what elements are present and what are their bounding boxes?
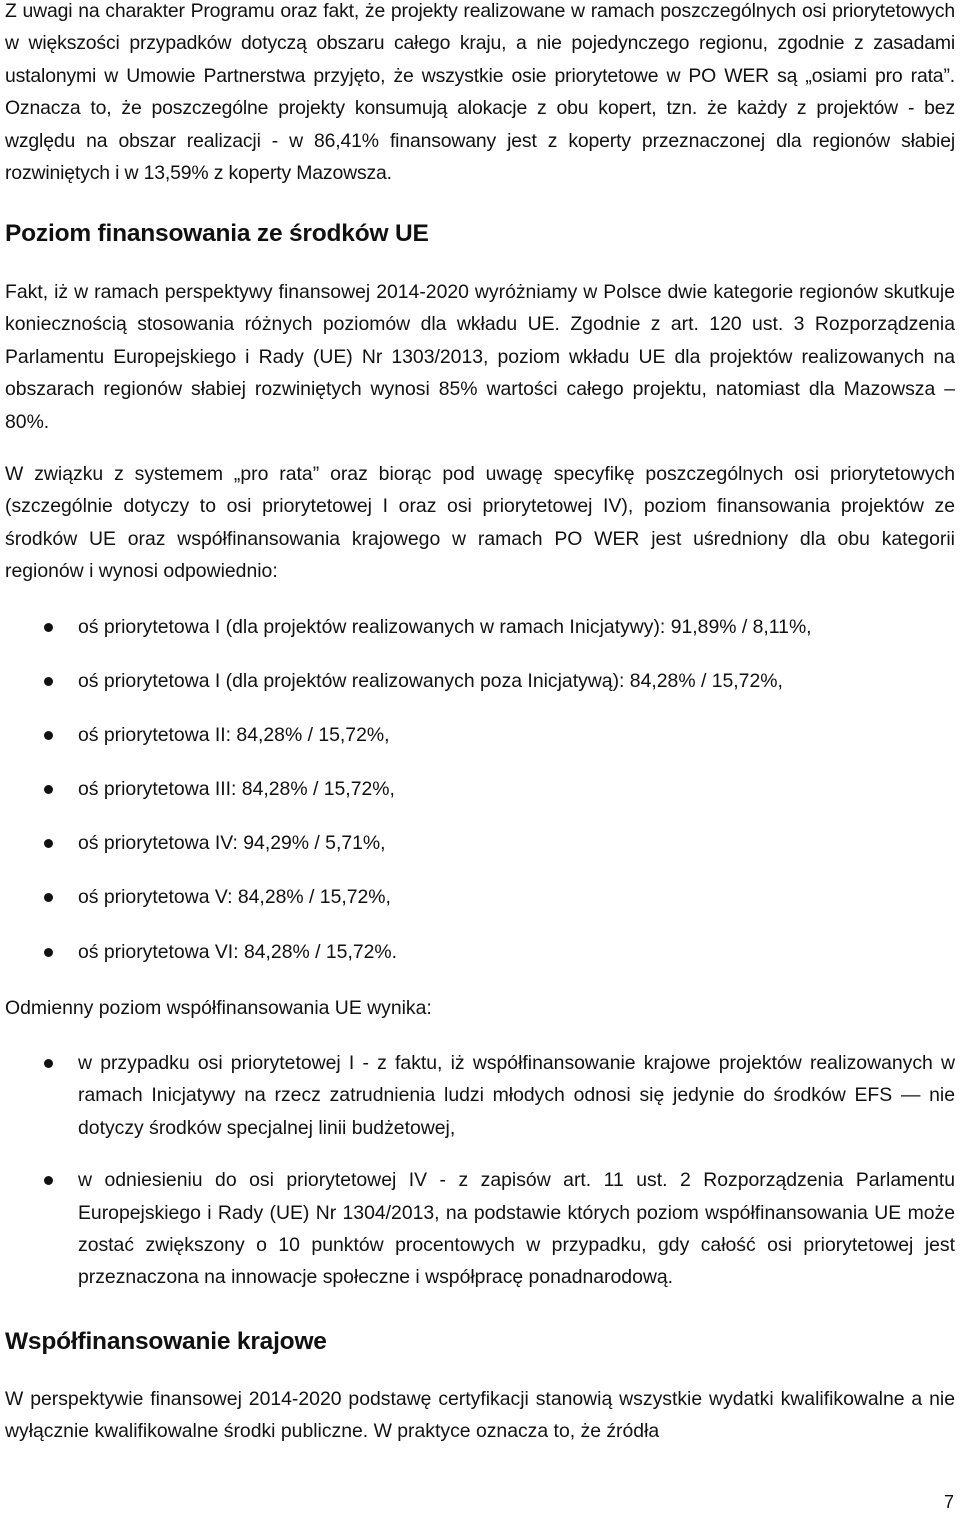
- section-heading-national-cofinancing: Współfinansowanie krajowe: [5, 1328, 327, 1355]
- bullet-icon: [44, 839, 53, 848]
- paragraph-text: Odmienny poziom współfinansowania UE wynika:: [5, 997, 432, 1019]
- list-item: [5, 665, 955, 697]
- bullet-icon: [44, 731, 53, 740]
- different-cofinancing-list: [5, 1047, 955, 1294]
- list-item: [5, 1164, 955, 1294]
- paragraph-text: Fakt, iż w ramach perspektywy finansowej 2014-2020 wyróżniamy w Polsce dwie kategorie regionów skutkuje koniecznością stosowania różnych poziomów dla wkładu UE. Zgodnie z art. 120 ust. 3 Rozporządzenia Parlamentu Europejskiego i Rady (UE) Nr 1303/2013, poziom wkładu UE dla projektów realizowanych na obszarach regionów słabiej rozwiniętych wynosi 85% wartości całego projektu, natomiast dla Mazowsza – 80%.: [5, 281, 955, 433]
- bullet-icon: [44, 785, 53, 794]
- page-number: 7: [943, 1492, 954, 1512]
- paragraph-text: W perspektywie finansowej 2014-2020 podstawę certyfikacji stanowią wszystkie wydatki kwalifikowalne a nie wyłącznie kwalifikowalne środki publiczne. W praktyce oznacza to, że źródła: [5, 1388, 955, 1443]
- list-item-text: oś priorytetowa III: 84,28% / 15,72%,: [78, 778, 395, 801]
- list-item: [5, 611, 955, 643]
- bullet-icon: [44, 893, 53, 902]
- paragraph-text: W związku z systemem „pro rata” oraz biorąc pod uwagę specyfikę poszczególnych osi priorytetowych (szczególnie dotyczy to osi priorytetowej I oraz osi priorytetowej IV), poziom finansowania projektów ze środków UE oraz współfinansowania krajowego w ramach PO WER jest uśredniony dla obu kategorii regionów i wynosi odpowiednio:: [5, 463, 955, 583]
- list-item-text: oś priorytetowa II: 84,28% / 15,72%,: [78, 724, 390, 747]
- different-cofinancing-intro: [5, 992, 955, 1024]
- bullet-icon: [44, 677, 53, 686]
- bullet-icon: [44, 623, 53, 632]
- list-item: [5, 936, 955, 968]
- list-item-text: oś priorytetowa V: 84,28% / 15,72%,: [78, 886, 391, 909]
- cofinancing-rates-list: [5, 611, 955, 968]
- list-item: [5, 1047, 955, 1144]
- list-item-text: w przypadku osi priorytetowej I - z faktu, iż współfinansowanie krajowe projektów realizowanych w ramach Inicjatywy na rzecz zatrudnienia ludzi młodych odnosi się jedynie do środków EFS — nie dotyczy środków specjalnej linii budżetowej,: [78, 1052, 955, 1139]
- bullet-icon: [44, 1059, 53, 1068]
- bullet-icon: [44, 1176, 53, 1185]
- list-item-text: oś priorytetowa VI: 84,28% / 15,72%.: [78, 940, 398, 963]
- national-cofinancing-paragraph: [5, 1383, 955, 1448]
- list-item-text: oś priorytetowa I (dla projektów realizowanych poza Inicjatywą): 84,28% / 15,72%,: [78, 670, 783, 693]
- intro-paragraph: [5, 0, 955, 189]
- intro-text: Z uwagi na charakter Programu oraz fakt, że projekty realizowane w ramach poszczególnych osi priorytetowych w większości przypadków dotyczą obszaru całego kraju, a nie pojedynczego regionu, zgodnie z zasadami ustalonymi w Umowie Partnerstwa przyjęto, że wszystkie osie priorytetowe w PO WER są „osiami pro rata”. Oznacza to, że poszczególne projekty konsumują alokacje z obu kopert, tzn. że każdy z projektów - bez względu na obszar realizacji - w 86,41% finansowany jest z koperty przeznaczonej dla regionów słabiej rozwiniętych i w 13,59% z koperty Mazowsza.: [5, 0, 955, 185]
- list-item-text: oś priorytetowa IV: 94,29% / 5,71%,: [78, 832, 386, 855]
- bullet-icon: [44, 948, 53, 957]
- section-heading-eu-funding: Poziom finansowania ze środków UE: [5, 220, 429, 247]
- list-item: [5, 719, 955, 751]
- list-item-text: oś priorytetowa I (dla projektów realizowanych w ramach Inicjatywy): 91,89% / 8,11%,: [78, 616, 812, 638]
- eu-funding-paragraph-2: [5, 458, 955, 588]
- list-item: [5, 881, 955, 913]
- eu-funding-paragraph-1: [5, 276, 955, 438]
- list-item-text: w odniesieniu do osi priorytetowej IV - z zapisów art. 11 ust. 2 Rozporządzenia Parlamentu Europejskiego i Rady (UE) Nr 1304/2013, na podstawie których poziom współfinansowania UE może zostać zwiększony o 10 punktów procentowych w przypadku, gdy całość osi priorytetowej jest przeznaczona na innowacje społeczne i współpracę ponadnarodową.: [78, 1169, 955, 1289]
- list-item: [5, 827, 955, 859]
- list-item: [5, 773, 955, 805]
